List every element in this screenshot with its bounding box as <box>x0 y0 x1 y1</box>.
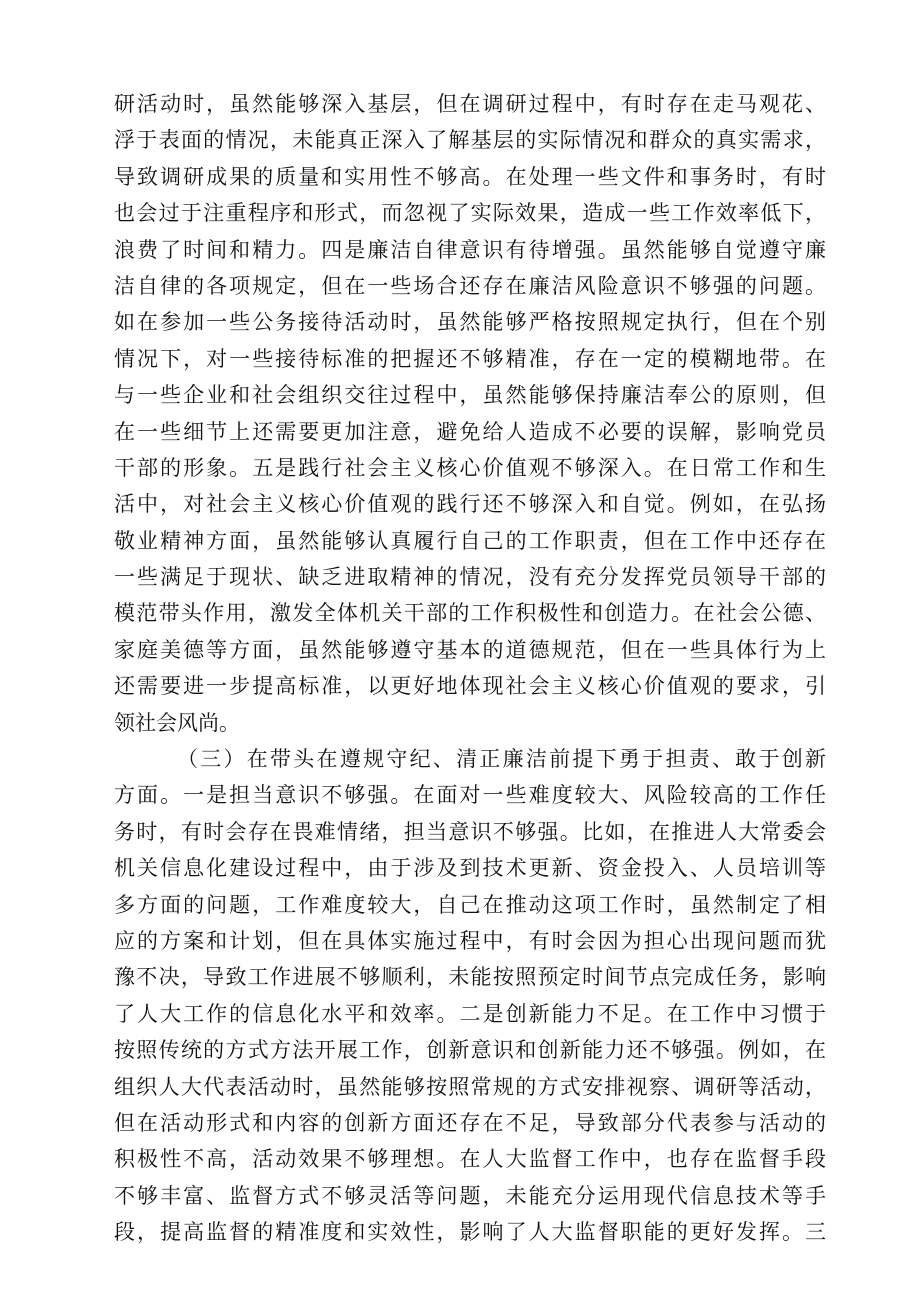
text-line: 与一些企业和社会组织交往过程中，虽然能够保持廉洁奉公的原则，但 <box>114 383 826 408</box>
text-line: 按照传统的方式方法开展工作，创新意识和创新能力还不够强。例如，在 <box>114 1038 826 1063</box>
text-line: 干部的形象。五是践行社会主义核心价值观不够深入。在日常工作和生 <box>114 455 826 480</box>
text-line: 浮于表面的情况，未能真正深入了解基层的实际情况和群众的真实需求， <box>114 128 826 153</box>
paragraph-1 <box>114 86 826 741</box>
section-heading-line: （三）在带头在遵规守纪、清正廉洁前提下勇于担责、敢于创新 <box>177 747 826 772</box>
text-line: 家庭美德等方面，虽然能够遵守基本的道德规范，但在一些具体行为上 <box>114 637 826 662</box>
text-line: 积极性不高，活动效果不够理想。在人大监督工作中，也存在监督手段 <box>114 1147 826 1172</box>
text-line: 情况下，对一些接待标准的把握还不够精准，存在一定的模糊地带。在 <box>114 346 826 371</box>
text-line: 敬业精神方面，虽然能够认真履行自己的工作职责，但在工作中还存在 <box>114 528 826 553</box>
text-line: 洁自律的各项规定，但在一些场合还存在廉洁风险意识不够强的问题。 <box>114 273 826 298</box>
text-line: 在一些细节上还需要更加注意，避免给人造成不必要的误解，影响党员 <box>114 419 826 444</box>
text-line: 领社会风尚。 <box>114 710 240 735</box>
text-line: 不够丰富、监督方式不够灵活等问题，未能充分运用现代信息技术等手 <box>114 1183 826 1208</box>
text-line: 导致调研成果的质量和实用性不够高。在处理一些文件和事务时，有时 <box>114 164 826 189</box>
text-line: 还需要进一步提高标准，以更好地体现社会主义核心价值观的要求，引 <box>114 674 826 699</box>
text-line: 浪费了时间和精力。四是廉洁自律意识有待增强。虽然能够自觉遵守廉 <box>114 237 826 262</box>
text-line: 研活动时，虽然能够深入基层，但在调研过程中，有时存在走马观花、 <box>114 92 826 116</box>
text-line: 段，提高监督的精准度和实效性，影响了人大监督职能的更好发挥。三 <box>114 1220 826 1245</box>
text-line: 模范带头作用，激发全体机关干部的工作积极性和创造力。在社会公德、 <box>114 601 826 626</box>
text-line: 一些满足于现状、缺乏进取精神的情况，没有充分发挥党员领导干部的 <box>114 565 826 590</box>
text-line: 豫不决，导致工作进展不够顺利，未能按照预定时间节点完成任务，影响 <box>114 965 826 990</box>
text-line: 应的方案和计划，但在具体实施过程中，有时会因为担心出现问题而犹 <box>114 928 826 953</box>
text-line: 但在活动形式和内容的创新方面还存在不足，导致部分代表参与活动的 <box>114 1110 826 1135</box>
text-line: 多方面的问题，工作难度较大，自己在推动这项工作时，虽然制定了相 <box>114 892 826 917</box>
text-line: 机关信息化建设过程中，由于涉及到技术更新、资金投入、人员培训等 <box>114 856 826 881</box>
text-line: 方面。一是担当意识不够强。在面对一些难度较大、风险较高的工作任 <box>114 783 826 808</box>
text-line: 活中，对社会主义核心价值观的践行还不够深入和自觉。例如，在弘扬 <box>114 492 826 517</box>
paragraph-2 <box>114 741 826 1250</box>
text-line: 了人大工作的信息化水平和效率。二是创新能力不足。在工作中习惯于 <box>114 1001 826 1026</box>
document-body <box>114 86 826 1251</box>
text-line: 也会过于注重程序和形式，而忽视了实际效果，造成一些工作效率低下， <box>114 201 826 226</box>
text-line: 如在参加一些公务接待活动时，虽然能够严格按照规定执行，但在个别 <box>114 310 826 335</box>
text-line: 务时，有时会存在畏难情绪，担当意识不够强。比如，在推进人大常委会 <box>114 819 826 844</box>
text-line: 组织人大代表活动时，虽然能够按照常规的方式安排视察、调研等活动， <box>114 1074 826 1099</box>
